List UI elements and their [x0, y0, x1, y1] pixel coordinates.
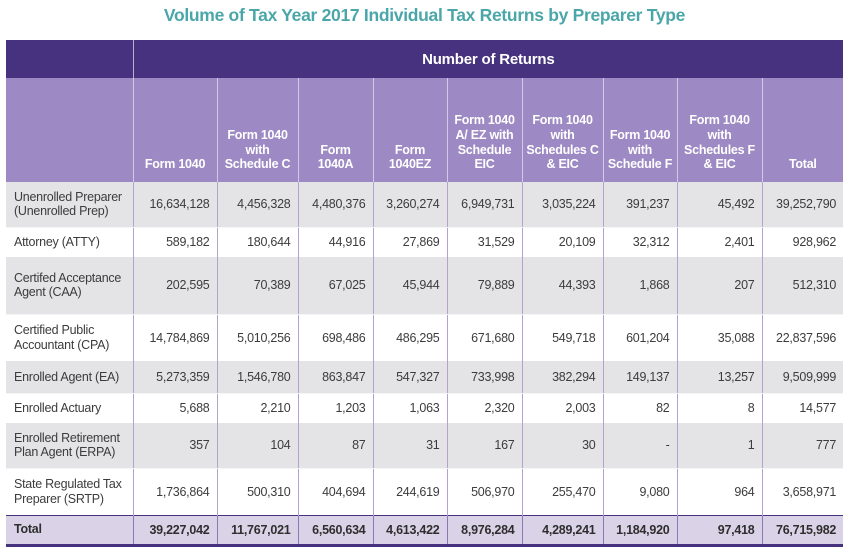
column-header: Form 1040 with Schedule F — [603, 78, 677, 182]
cell-value: 404,694 — [298, 468, 373, 515]
cell-value: 733,998 — [447, 361, 522, 393]
cell-value: 31,529 — [447, 227, 522, 257]
cell-value: 82 — [603, 393, 677, 423]
cell-value: 9,509,999 — [762, 361, 843, 393]
cell-value: 698,486 — [298, 314, 373, 361]
corner-cell — [6, 40, 133, 78]
column-header: Form 1040 with Schedule C — [217, 78, 298, 182]
table-row — [6, 227, 843, 257]
row-label: Certifed Acceptance Agent (CAA) — [6, 257, 133, 314]
row-label: Unenrolled Preparer (Unenrolled Prep) — [6, 182, 133, 227]
cell-value: 8 — [677, 393, 762, 423]
cell-value: 1,063 — [373, 393, 447, 423]
table-row — [6, 393, 843, 423]
column-header: Form 1040A — [298, 78, 373, 182]
cell-value: 14,784,869 — [133, 314, 217, 361]
cell-value: 6,949,731 — [447, 182, 522, 227]
cell-value: 79,889 — [447, 257, 522, 314]
row-label-header-cell — [6, 78, 133, 182]
cell-value: 44,916 — [298, 227, 373, 257]
table-row — [6, 182, 843, 227]
cell-value: 11,767,021 — [217, 515, 298, 545]
cell-value: 547,327 — [373, 361, 447, 393]
column-header-row — [6, 78, 843, 182]
cell-value: 45,492 — [677, 182, 762, 227]
cell-value: 20,109 — [522, 227, 603, 257]
cell-value: 22,837,596 — [762, 314, 843, 361]
cell-value: - — [603, 423, 677, 468]
total-row — [6, 515, 843, 545]
cell-value: 16,634,128 — [133, 182, 217, 227]
cell-value: 67,025 — [298, 257, 373, 314]
group-header: Number of Returns — [133, 40, 843, 78]
cell-value: 45,944 — [373, 257, 447, 314]
cell-value: 1,868 — [603, 257, 677, 314]
cell-value: 97,418 — [677, 515, 762, 545]
cell-value: 5,273,359 — [133, 361, 217, 393]
cell-value: 8,976,284 — [447, 515, 522, 545]
cell-value: 87 — [298, 423, 373, 468]
row-label: Enrolled Retirement Plan Agent (ERPA) — [6, 423, 133, 468]
cell-value: 500,310 — [217, 468, 298, 515]
cell-value: 14,577 — [762, 393, 843, 423]
cell-value: 5,010,256 — [217, 314, 298, 361]
cell-value: 589,182 — [133, 227, 217, 257]
cell-value: 6,560,634 — [298, 515, 373, 545]
row-label: Certified Public Accountant (CPA) — [6, 314, 133, 361]
table-row — [6, 423, 843, 468]
cell-value: 964 — [677, 468, 762, 515]
cell-value: 70,389 — [217, 257, 298, 314]
column-header: Form 1040EZ — [373, 78, 447, 182]
cell-value: 39,227,042 — [133, 515, 217, 545]
row-label: State Regulated Tax Preparer (SRTP) — [6, 468, 133, 515]
cell-value: 9,080 — [603, 468, 677, 515]
row-label: Enrolled Actuary — [6, 393, 133, 423]
cell-value: 4,456,328 — [217, 182, 298, 227]
cell-value: 180,644 — [217, 227, 298, 257]
cell-value: 1,546,780 — [217, 361, 298, 393]
row-label: Attorney (ATTY) — [6, 227, 133, 257]
cell-value: 31 — [373, 423, 447, 468]
cell-value: 2,210 — [217, 393, 298, 423]
cell-value: 506,970 — [447, 468, 522, 515]
cell-value: 2,401 — [677, 227, 762, 257]
cell-value: 39,252,790 — [762, 182, 843, 227]
cell-value: 207 — [677, 257, 762, 314]
cell-value: 76,715,982 — [762, 515, 843, 545]
table-row — [6, 361, 843, 393]
table-row — [6, 257, 843, 314]
cell-value: 35,088 — [677, 314, 762, 361]
cell-value: 357 — [133, 423, 217, 468]
cell-value: 777 — [762, 423, 843, 468]
cell-value: 104 — [217, 423, 298, 468]
cell-value: 1,184,920 — [603, 515, 677, 545]
cell-value: 30 — [522, 423, 603, 468]
cell-value: 549,718 — [522, 314, 603, 361]
cell-value: 1 — [677, 423, 762, 468]
row-label: Total — [6, 515, 133, 545]
cell-value: 3,658,971 — [762, 468, 843, 515]
cell-value: 4,613,422 — [373, 515, 447, 545]
table-row — [6, 468, 843, 515]
cell-value: 244,619 — [373, 468, 447, 515]
cell-value: 671,680 — [447, 314, 522, 361]
column-header: Form 1040 with Schedules C & EIC — [522, 78, 603, 182]
column-header: Form 1040 A/ EZ with Schedule EIC — [447, 78, 522, 182]
cell-value: 167 — [447, 423, 522, 468]
cell-value: 149,137 — [603, 361, 677, 393]
column-header: Form 1040 with Schedules F & EIC — [677, 78, 762, 182]
cell-value: 27,869 — [373, 227, 447, 257]
tax-returns-table — [6, 40, 843, 547]
column-header: Form 1040 — [133, 78, 217, 182]
cell-value: 382,294 — [522, 361, 603, 393]
page-title: Volume of Tax Year 2017 Individual Tax Returns by Preparer Type — [163, 5, 686, 25]
cell-value: 44,393 — [522, 257, 603, 314]
cell-value: 863,847 — [298, 361, 373, 393]
cell-value: 1,203 — [298, 393, 373, 423]
column-header: Total — [762, 78, 843, 182]
cell-value: 1,736,864 — [133, 468, 217, 515]
cell-value: 2,320 — [447, 393, 522, 423]
cell-value: 486,295 — [373, 314, 447, 361]
cell-value: 4,480,376 — [298, 182, 373, 227]
cell-value: 3,035,224 — [522, 182, 603, 227]
table-row — [6, 314, 843, 361]
cell-value: 391,237 — [603, 182, 677, 227]
cell-value: 3,260,274 — [373, 182, 447, 227]
cell-value: 202,595 — [133, 257, 217, 314]
cell-value: 2,003 — [522, 393, 603, 423]
cell-value: 32,312 — [603, 227, 677, 257]
cell-value: 4,289,241 — [522, 515, 603, 545]
group-header-row — [6, 40, 843, 78]
cell-value: 5,688 — [133, 393, 217, 423]
cell-value: 13,257 — [677, 361, 762, 393]
cell-value: 928,962 — [762, 227, 843, 257]
cell-value: 601,204 — [603, 314, 677, 361]
cell-value: 512,310 — [762, 257, 843, 314]
cell-value: 255,470 — [522, 468, 603, 515]
row-label: Enrolled Agent (EA) — [6, 361, 133, 393]
